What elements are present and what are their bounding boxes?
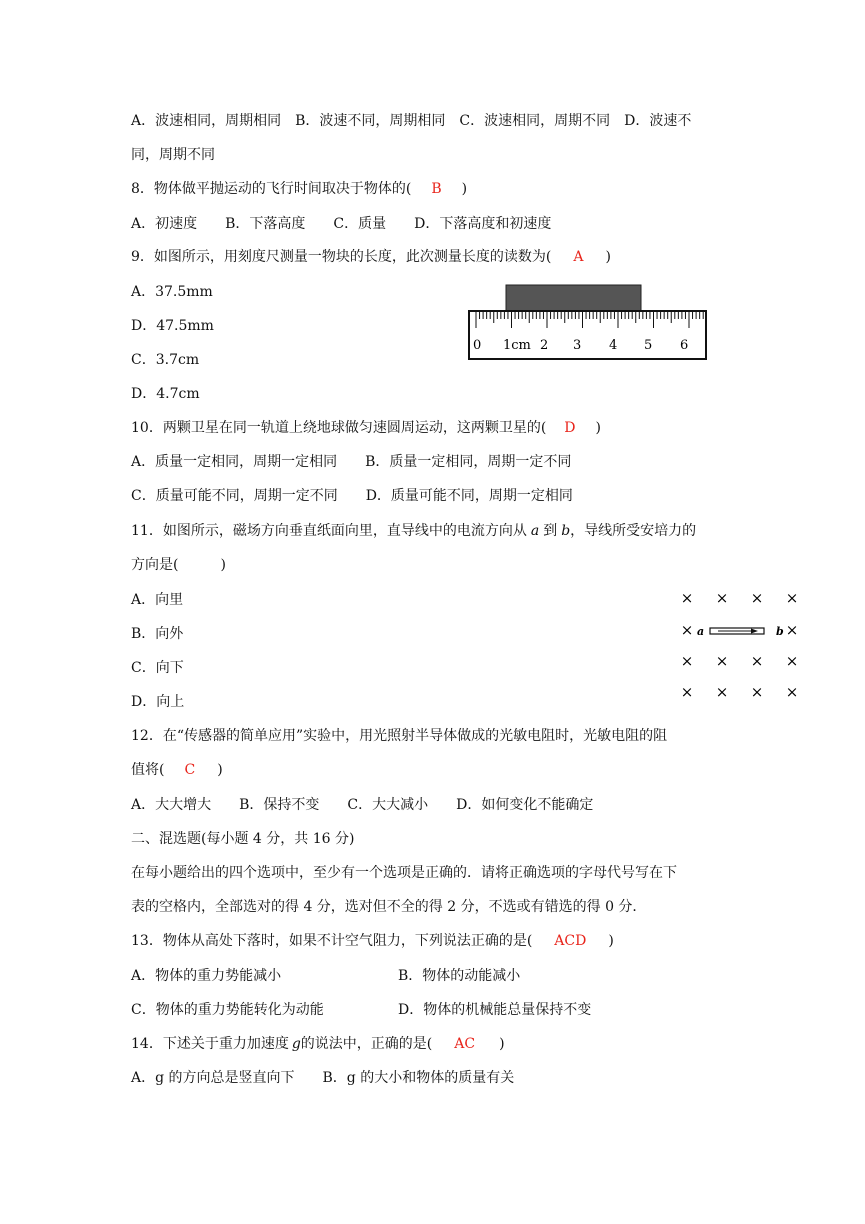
q14-stem-close: ) — [499, 1036, 505, 1052]
q12-answer: C — [184, 762, 196, 778]
q13-option-c: C．物体的重力势能转化为动能 — [131, 1002, 324, 1018]
ruler-figure — [466, 283, 710, 363]
q11-stem-text-b: 到 — [543, 523, 558, 539]
q13-stem-text: 13．物体从高处下落时，如果不计空气阻力，下列说法正确的是( — [131, 933, 533, 949]
field-cross-icon: × — [785, 589, 799, 607]
q12-stem-close: ) — [217, 762, 223, 778]
q11-stem-line2: 方向是( ) — [131, 557, 226, 573]
q9-stem-close: ) — [605, 249, 611, 265]
q12-options: A．大大增大 B．保持不变 C．大大减小 D．如何变化不能确定 — [131, 797, 594, 813]
q14-answer: AC — [454, 1036, 476, 1052]
q8-stem — [131, 179, 467, 199]
ruler-label-1cm: 1cm — [503, 338, 531, 353]
q10-answer: D — [564, 420, 576, 436]
q11-stem-line1 — [131, 521, 696, 541]
q11-var-a: a — [530, 523, 540, 539]
field-cross-icon: × — [715, 683, 729, 701]
section2-instructions-line1: 在每小题给出的四个选项中，至少有一个选项是正确的．请将正确选项的字母代号写在下 — [131, 865, 677, 881]
q7-options-line1: A．波速相同，周期相同 B．波速不同，周期相同 C．波速相同，周期不同 D．波速不 — [131, 113, 692, 129]
field-cross-icon: × — [680, 589, 694, 607]
q14-stem — [131, 1034, 505, 1054]
wire-label-a: a — [697, 625, 705, 638]
q8-options: A．初速度 B．下落高度 C．质量 D．下落高度和初速度 — [131, 216, 552, 232]
field-cross-icon: × — [750, 683, 764, 701]
q13-stem-close: ) — [608, 933, 614, 949]
field-cross-icon: × — [785, 621, 799, 639]
field-cross-icon: × — [680, 652, 694, 670]
ruler-label-5: 5 — [644, 338, 653, 353]
q7-options-line2: 同，周期不同 — [131, 147, 215, 163]
ruler-label-4: 4 — [609, 338, 618, 353]
magnetic-field-figure — [672, 584, 812, 704]
q9-option-d: D．4.7cm — [131, 386, 200, 402]
field-cross-icon: × — [715, 652, 729, 670]
q14-var-g: g — [291, 1036, 301, 1052]
q9-stem — [131, 247, 611, 267]
q10-stem-close: ) — [595, 420, 601, 436]
q11-stem-text-a: 11．如图所示，磁场方向垂直纸面向里，直导线中的电流方向从 — [131, 523, 527, 539]
wire-label-b: b — [776, 625, 784, 638]
section2-heading: 二、混选题(每小题 4 分，共 16 分) — [131, 831, 355, 847]
q11-var-b: b — [561, 523, 571, 539]
ruler-label-3: 3 — [573, 338, 582, 353]
q14-stem-text: 14．下述关于重力加速度 — [131, 1036, 289, 1052]
q11-option-a: A．向里 — [131, 592, 184, 608]
q9-option-a: A．37.5mm — [131, 284, 213, 300]
q8-stem-close: ) — [461, 181, 468, 197]
ruler-label-6: 6 — [680, 338, 689, 353]
q13-option-b: B．物体的动能减小 — [398, 968, 521, 984]
q10-stem — [131, 418, 601, 438]
q9-answer: A — [573, 249, 584, 265]
field-crosses — [681, 589, 799, 701]
section2-instructions-line2: 表的空格内，全部选对的得 4 分，选对但不全的得 2 分，不选或有错选的得 0 分． — [131, 899, 647, 915]
q10-stem-text: 10．两颗卫星在同一轨道上绕地球做匀速圆周运动，这两颗卫星的( — [131, 420, 547, 436]
block-object — [506, 285, 641, 311]
q9-option-b: D．47.5mm — [131, 318, 214, 334]
q9-stem-text: 9．如图所示，用刻度尺测量一物块的长度，此次测量长度的读数为( — [131, 249, 552, 265]
q11-option-c: C．向下 — [131, 660, 184, 676]
field-cross-icon: × — [680, 683, 694, 701]
ruler-label-0: 0 — [473, 338, 482, 353]
q9-option-c: C．3.7cm — [131, 352, 200, 368]
q13-option-d: D．物体的机械能总量保持不变 — [398, 1002, 592, 1018]
q14-stem-mid: 的说法中，正确的是( — [300, 1036, 433, 1052]
q11-option-d: D．向上 — [131, 694, 185, 710]
q12-stem-text: 值将( — [131, 762, 165, 778]
q10-options-line1: A．质量一定相同，周期一定相同 B．质量一定相同，周期一定不同 — [131, 454, 572, 470]
field-cross-icon: × — [785, 683, 799, 701]
field-cross-icon: × — [715, 589, 729, 607]
ruler-label-2: 2 — [540, 338, 549, 353]
q13-option-a: A．物体的重力势能减小 — [131, 968, 282, 984]
field-cross-icon: × — [750, 589, 764, 607]
q8-answer: B — [431, 181, 442, 197]
q11-stem-text-c: ，导线所受安培力的 — [570, 523, 697, 539]
q14-options: A．g 的方向总是竖直向下 B．g 的大小和物体的质量有关 — [131, 1070, 515, 1086]
q12-stem-line2 — [131, 760, 223, 780]
q12-stem-line1: 12．在“传感器的简单应用”实验中，用光照射半导体做成的光敏电阻时，光敏电阻的阻 — [131, 728, 668, 744]
q13-answer: ACD — [554, 933, 587, 949]
field-cross-icon: × — [680, 621, 694, 639]
q11-option-b: B．向外 — [131, 626, 184, 642]
field-cross-icon: × — [750, 652, 764, 670]
q13-stem — [131, 931, 614, 951]
q8-stem-text: 8．物体做平抛运动的飞行时间取决于物体的( — [131, 181, 412, 197]
q10-options-line2: C．质量可能不同，周期一定不同 D．质量可能不同，周期一定相同 — [131, 488, 573, 504]
field-cross-icon: × — [785, 652, 799, 670]
